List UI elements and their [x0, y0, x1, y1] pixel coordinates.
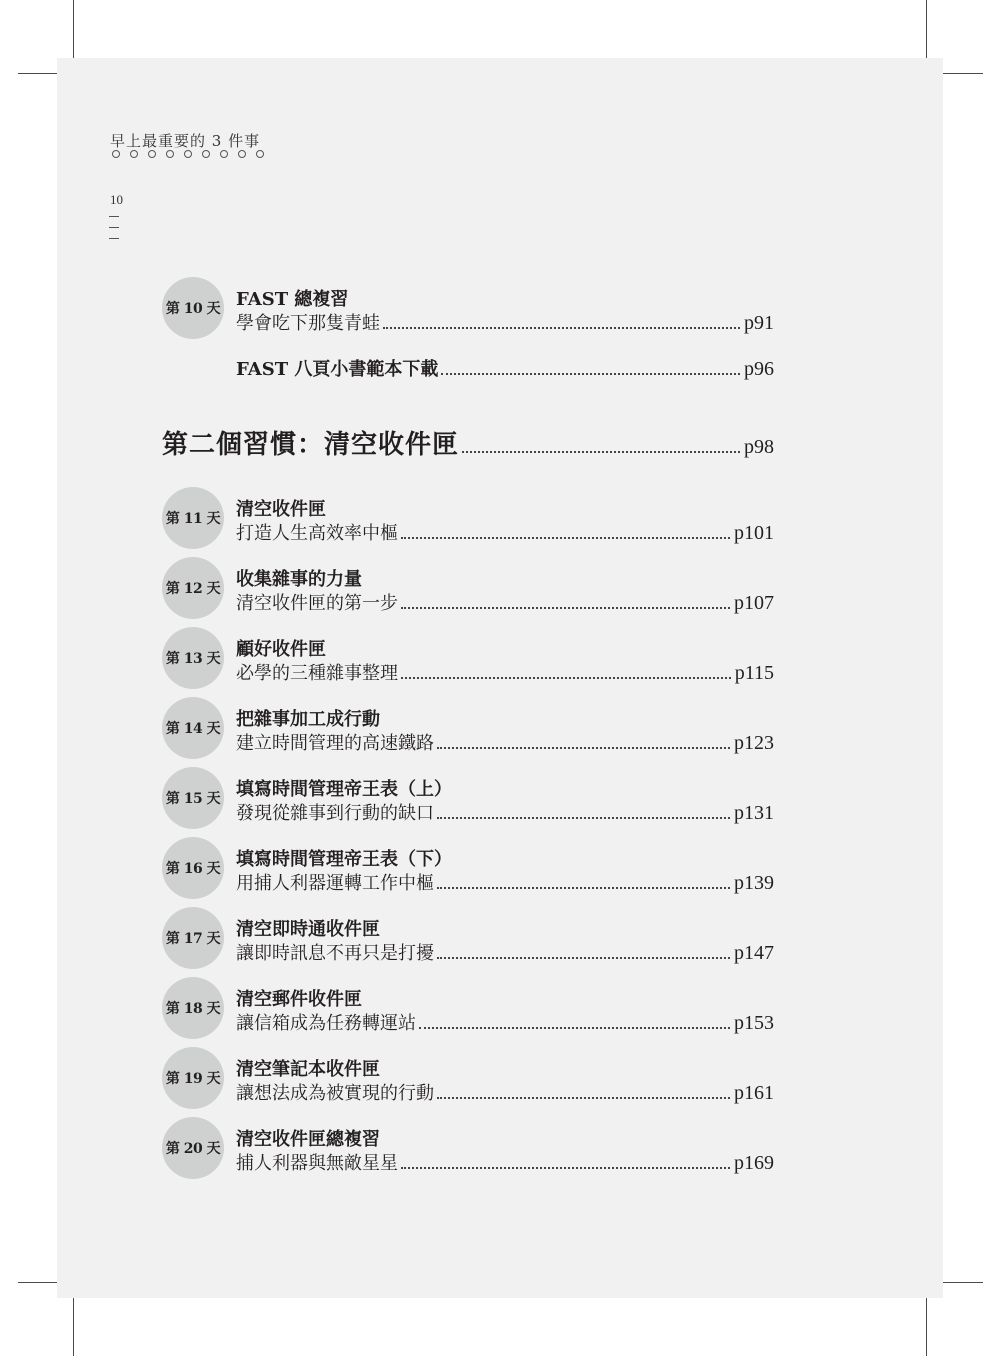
crop-mark	[18, 1282, 58, 1283]
entry-title: 填寫時間管理帝王表（下）	[236, 849, 452, 870]
day-badge: 第 13 天	[162, 627, 224, 689]
entry-title: 把雜事加工成行動	[236, 709, 380, 730]
crop-mark	[926, 1298, 927, 1356]
entry-subline	[236, 659, 774, 685]
entry-page: p131	[734, 802, 774, 824]
entry-title: 清空郵件收件匣	[236, 989, 362, 1010]
entry-subtitle: 讓即時訊息不再只是打擾	[236, 943, 434, 964]
toc-entry[interactable]	[162, 487, 774, 551]
dot-leader	[437, 747, 730, 749]
toc-entry[interactable]	[162, 1117, 774, 1181]
page-rule	[109, 238, 119, 239]
day-badge: 第 20 天	[162, 1117, 224, 1179]
crop-mark	[18, 73, 58, 74]
entry-subline	[236, 1149, 774, 1175]
entry-subtitle: 清空收件匣的第一步	[236, 593, 398, 614]
toc-entry[interactable]	[162, 557, 774, 621]
day-badge: 第 17 天	[162, 907, 224, 969]
part-heading[interactable]	[162, 424, 774, 461]
toc-entry[interactable]	[162, 627, 774, 691]
day-badge: 第 18 天	[162, 977, 224, 1039]
entry-subtitle: 捕人利器與無敵星星	[236, 1153, 398, 1174]
entry-title: 清空收件匣總複習	[236, 1129, 380, 1150]
dot-leader	[383, 327, 740, 329]
toc-entry-day10[interactable]	[162, 277, 774, 341]
toc-entry[interactable]	[162, 1047, 774, 1111]
entry-page: p153	[734, 1012, 774, 1034]
download-title: FAST 八頁小書範本下載	[236, 359, 439, 380]
dot-leader	[401, 1167, 730, 1169]
dot-leader	[401, 677, 731, 679]
download-page: p96	[744, 358, 774, 380]
toc-entry[interactable]	[162, 697, 774, 761]
page-rule	[109, 216, 119, 217]
day-badge: 第 11 天	[162, 487, 224, 549]
entry-page: p169	[734, 1152, 774, 1174]
dot-leader	[437, 957, 730, 959]
dot-leader	[462, 451, 740, 453]
entry-subtitle: 學會吃下那隻青蛙	[236, 313, 380, 334]
crop-mark	[943, 73, 983, 74]
entry-subline	[236, 939, 774, 965]
page-number: 10	[110, 192, 123, 207]
entry-subline	[236, 869, 774, 895]
entry-title: FAST 總複習	[236, 289, 349, 310]
entry-subline	[236, 519, 774, 545]
day-badge: 第 12 天	[162, 557, 224, 619]
entry-subline	[236, 1009, 774, 1035]
entry-page: p161	[734, 1082, 774, 1104]
page-rule	[109, 227, 119, 228]
toc-entry[interactable]	[162, 907, 774, 971]
entry-subtitle: 用捕人利器運轉工作中樞	[236, 873, 434, 894]
entry-subtitle: 讓信箱成為任務轉運站	[236, 1013, 416, 1034]
entry-page: p91	[744, 312, 774, 334]
decorative-dots	[112, 150, 264, 162]
dot-leader	[401, 537, 730, 539]
dot-leader	[437, 817, 730, 819]
day-badge: 第 19 天	[162, 1047, 224, 1109]
dot-leader	[401, 607, 730, 609]
dot-leader	[437, 1097, 730, 1099]
entry-page: p147	[734, 942, 774, 964]
day-badge: 第 10 天	[162, 277, 224, 339]
entry-subline	[236, 589, 774, 615]
entry-subline	[236, 729, 774, 755]
entry-page: p101	[734, 522, 774, 544]
entry-page: p115	[734, 662, 774, 684]
part-page: p98	[744, 436, 774, 458]
dot-leader	[437, 887, 730, 889]
crop-mark	[926, 0, 927, 58]
day-badge: 第 16 天	[162, 837, 224, 899]
dot-leader	[419, 1027, 730, 1029]
crop-mark	[943, 1282, 983, 1283]
part-title: 第二個習慣：清空收件匣	[162, 430, 460, 460]
entry-subline	[236, 799, 774, 825]
entry-title: 填寫時間管理帝王表（上）	[236, 779, 452, 800]
toc-entry[interactable]	[162, 977, 774, 1041]
day-badge: 第 14 天	[162, 697, 224, 759]
entry-title: 顧好收件匣	[236, 639, 326, 660]
entry-title: 清空收件匣	[236, 499, 326, 520]
entry-subtitle: 讓想法成為被實現的行動	[236, 1083, 434, 1104]
entry-subtitle: 必學的三種雜事整理	[236, 663, 398, 684]
running-head: 早上最重要的 3 件事	[110, 132, 261, 150]
dot-leader	[441, 373, 740, 375]
toc-entry[interactable]	[162, 767, 774, 831]
entry-subtitle: 打造人生高效率中樞	[236, 523, 398, 544]
entry-page: p123	[734, 732, 774, 754]
toc-entry-download[interactable]	[236, 355, 774, 381]
entry-title: 收集雜事的力量	[236, 569, 362, 590]
crop-mark	[73, 0, 74, 58]
entry-title: 清空即時通收件匣	[236, 919, 380, 940]
entry-page: p139	[734, 872, 774, 894]
day-badge: 第 15 天	[162, 767, 224, 829]
entry-page: p107	[734, 592, 774, 614]
entry-subline	[236, 309, 774, 335]
entry-subtitle: 發現從雜事到行動的缺口	[236, 803, 434, 824]
entry-title: 清空筆記本收件匣	[236, 1059, 380, 1080]
toc-entry[interactable]	[162, 837, 774, 901]
entry-subtitle: 建立時間管理的高速鐵路	[236, 733, 434, 754]
crop-mark	[73, 1298, 74, 1356]
entry-subline	[236, 1079, 774, 1105]
